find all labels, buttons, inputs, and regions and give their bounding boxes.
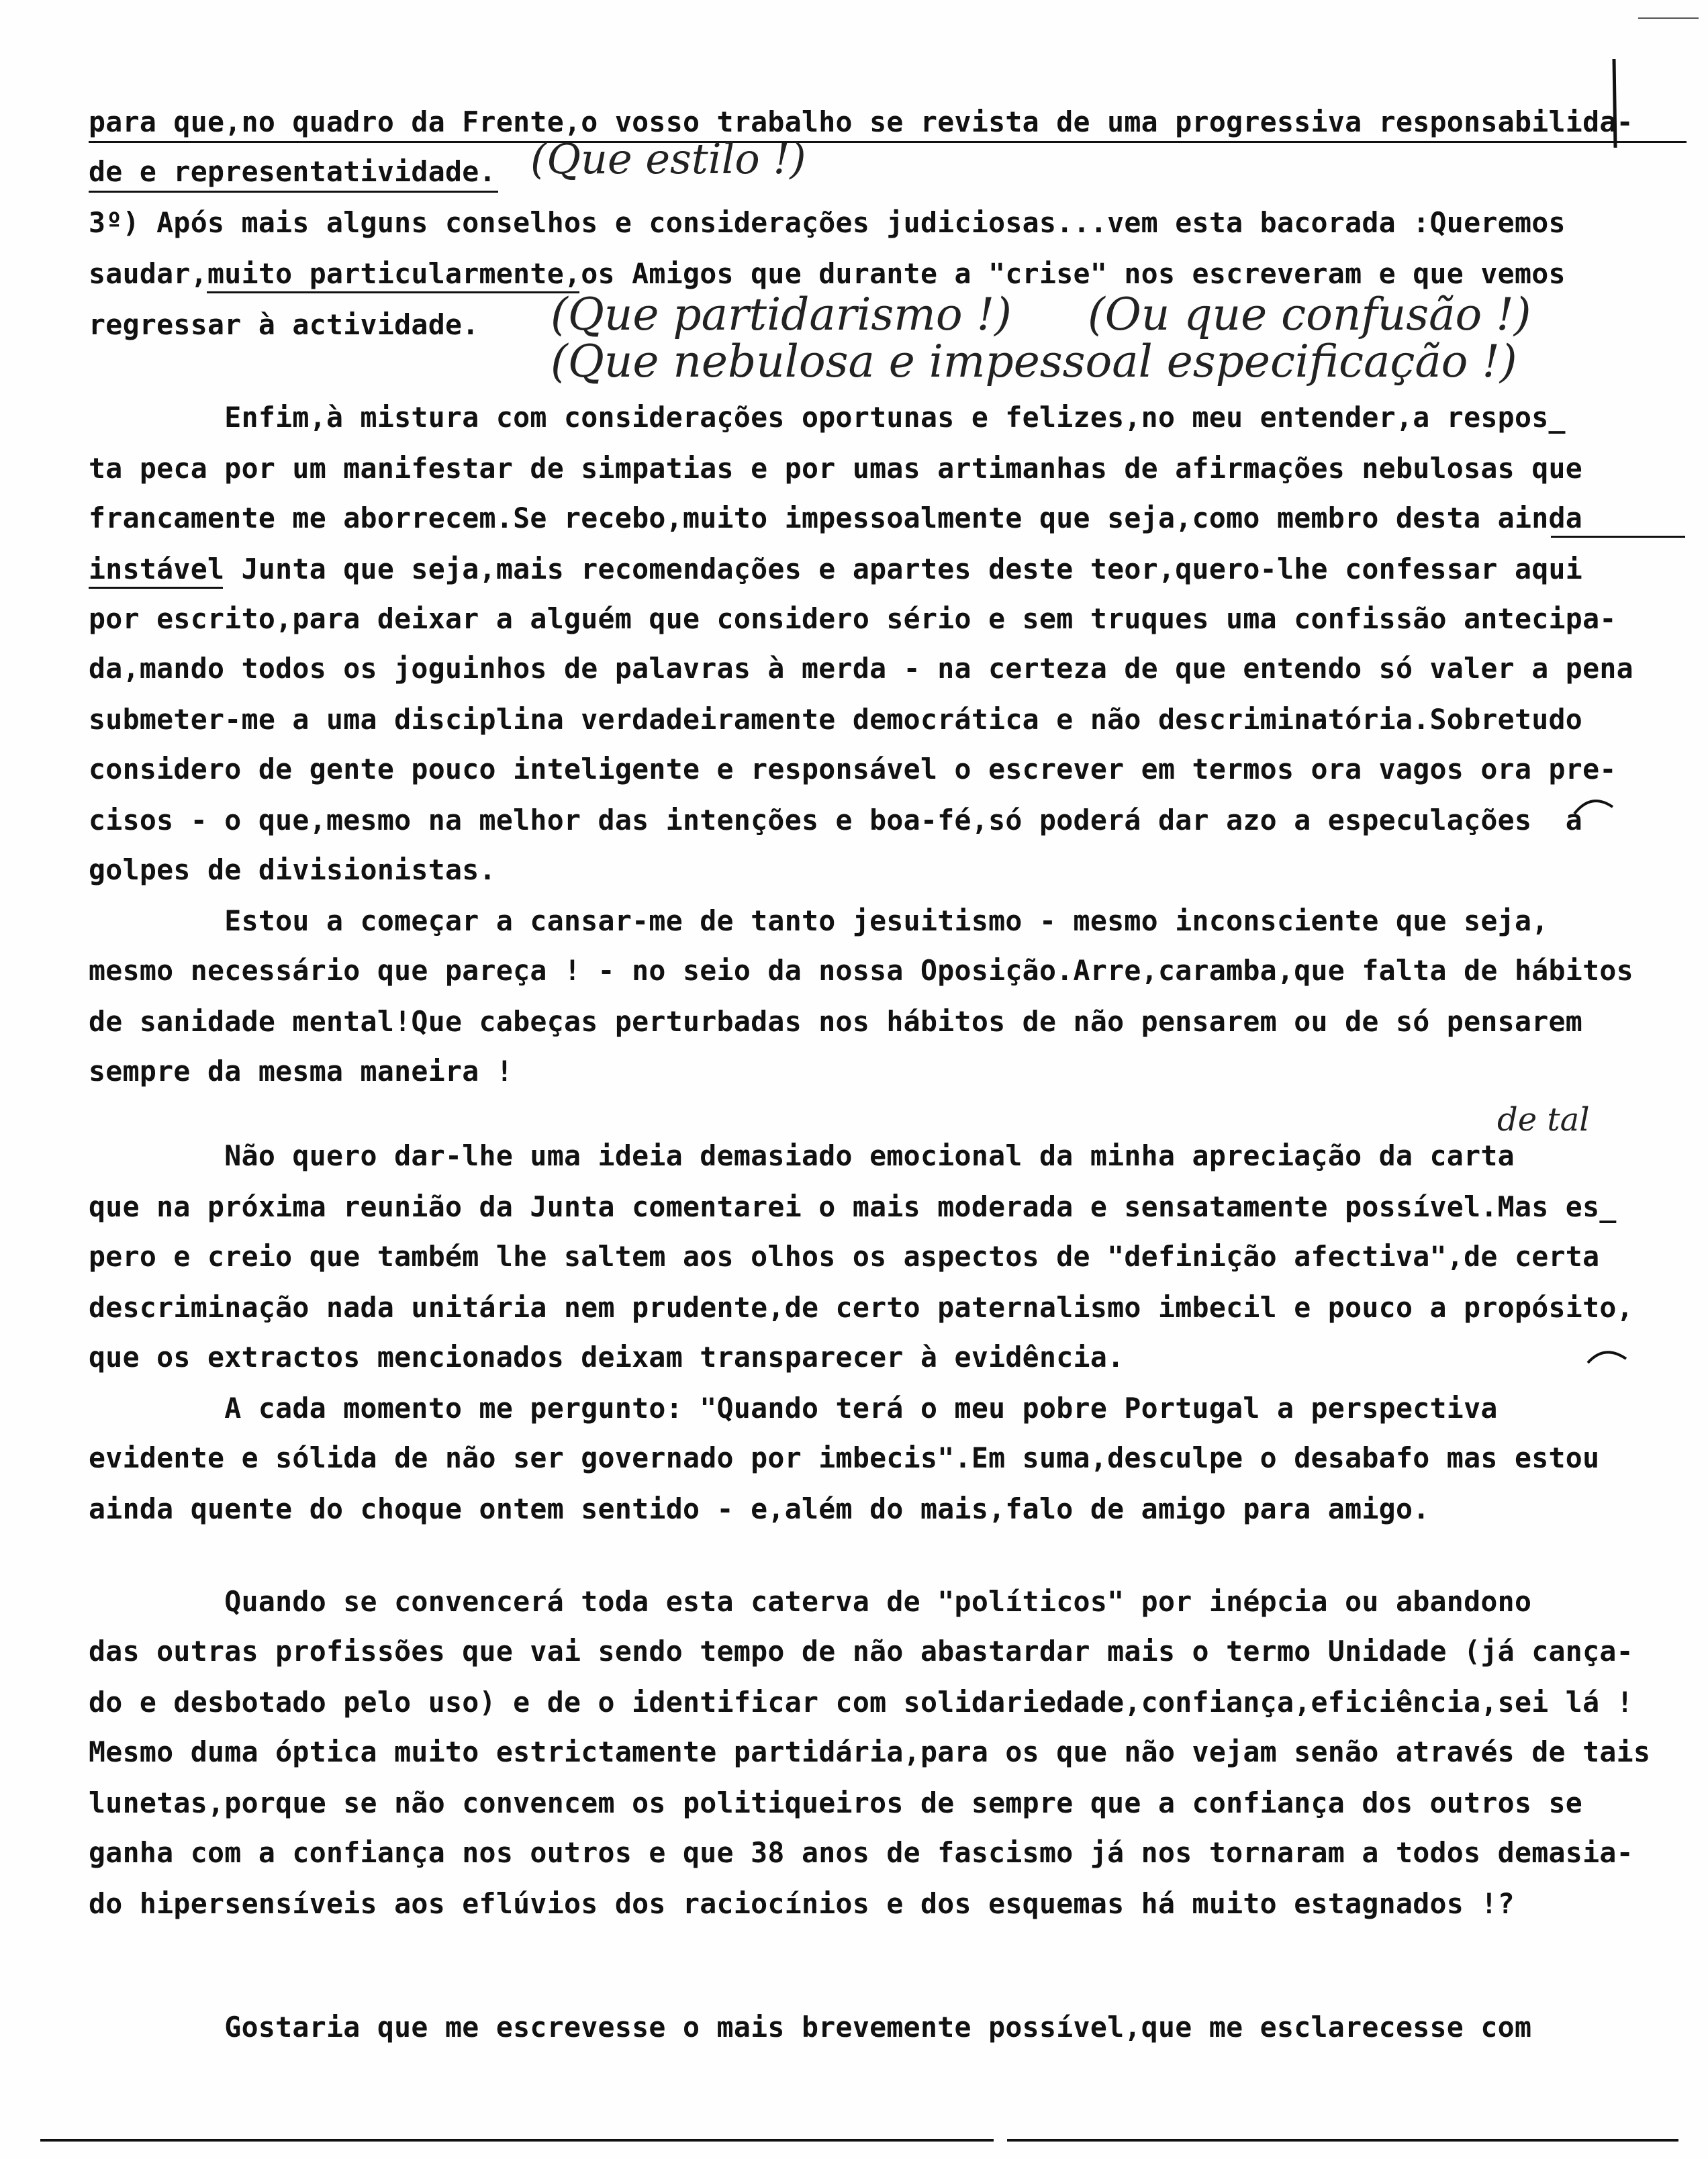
text-line: por escrito,para deixar a alguém que considero sério e sem truques uma confissão antecipa- (89, 602, 1617, 635)
handwritten-annotation: (Ou que confusão !) (1088, 289, 1531, 340)
text-line: de sanidade mental!Que cabeças perturbadas nos hábitos de não pensarem ou de só pensarem (89, 1005, 1583, 1038)
pen-mark (1571, 792, 1618, 819)
text-line: 3º) Após mais alguns conselhos e considerações judiciosas...vem esta bacorada :Queremos (89, 206, 1566, 239)
text-line: pero e creio que também lhe saltem aos olhos os aspectos de "definição afectiva",de certa (89, 1240, 1600, 1273)
text-line: lunetas,porque se não convencem os politiqueiros de sempre que a confiança dos outros se (89, 1786, 1583, 1819)
text-line: das outras profissões que vai sendo tempo de não abastardar mais o termo Unidade (já cança- (89, 1635, 1633, 1668)
text-line: sempre da mesma maneira ! (89, 1055, 514, 1088)
bottom-rule (1007, 2139, 1678, 2142)
top-corner-mark (1638, 17, 1699, 19)
text-line: do hipersensíveis aos eflúvios dos raciocínios e dos esquemas há muito estagnados !? (89, 1887, 1515, 1920)
text-line: considero de gente pouco inteligente e responsável o escrever em termos ora vagos ora pre- (89, 753, 1617, 785)
text-line: Estou a começar a cansar-me de tanto jesuitismo - mesmo inconsciente que seja, (89, 904, 1549, 937)
text-line: ganha com a confiança nos outros e que 38 anos de fascismo já nos tornaram a todos demasia- (89, 1836, 1633, 1869)
text-line: A cada momento me pergunto: "Quando terá o meu pobre Portugal a perspectiva (89, 1392, 1498, 1425)
bottom-rule (40, 2139, 994, 2142)
text-line: regressar à actividade. (89, 308, 479, 341)
text-line: saudar,muito particularmente,os Amigos que durante a "crise" nos escreveram e que vemos (89, 257, 1566, 290)
text-line: mesmo necessário que pareça ! - no seio da nossa Oposição.Arre,caramba,que falta de hábitos (89, 954, 1633, 987)
pen-mark (1605, 54, 1625, 154)
underline-rule (89, 191, 498, 193)
underline-rule (89, 587, 223, 589)
text-line: que na próxima reunião da Junta comentarei o mais moderada e sensatamente possível.Mas es_ (89, 1190, 1617, 1223)
text-line: descriminação nada unitária nem prudente,de certo paternalismo imbecil e pouco a propósito, (89, 1291, 1633, 1324)
text-line: golpes de divisionistas. (89, 853, 496, 886)
text-line: evidente e sólida de não ser governado por imbecis".Em suma,desculpe o desabafo mas estou (89, 1441, 1600, 1474)
underline-rule (207, 291, 579, 293)
text-line: da,mando todos os joguinhos de palavras à merda - na certeza de que entendo só valer a pena (89, 652, 1633, 685)
text-line: de e representatividade. (89, 155, 496, 188)
text-line: que os extractos mencionados deixam transparecer à evidência. (89, 1341, 1125, 1374)
text-line: francamente me aborrecem.Se recebo,muito impessoalmente que seja,como membro desta ainda (89, 501, 1583, 534)
text-line: submeter-me a uma disciplina verdadeiramente democrática e não descriminatória.Sobretudo (89, 703, 1583, 736)
underline-rule (1551, 536, 1685, 538)
text-line: instável Junta que seja,mais recomendações e apartes deste teor,quero-lhe confessar aqui (89, 553, 1583, 585)
pen-mark (1584, 1343, 1631, 1370)
text-line: ainda quente do choque ontem sentido - e,além do mais,falo de amigo para amigo. (89, 1492, 1430, 1525)
underline-rule (89, 141, 1687, 143)
text-line: para que,no quadro da Frente,o vosso trabalho se revista de uma progressiva responsabilida- (89, 105, 1633, 138)
text-line: Gostaria que me escrevesse o mais brevemente possível,que me esclarecesse com (89, 2011, 1532, 2044)
text-line: cisos - o que,mesmo na melhor das intenções e boa-fé,só poderá dar azo a especulações a (89, 804, 1583, 836)
text-line: ta peca por um manifestar de simpatias e por umas artimanhas de afirmações nebulosas que (89, 452, 1583, 485)
text-line: Quando se convencerá toda esta caterva de "políticos" por inépcia ou abandono (89, 1585, 1532, 1618)
text-line: do e desbotado pelo uso) e de o identificar com solidariedade,confiança,eficiência,sei lá ! (89, 1686, 1633, 1719)
handwritten-annotation: (Que partidarismo !) (551, 289, 1012, 340)
text-line: Mesmo duma óptica muito estrictamente partidária,para os que não vejam senão através de tais (89, 1735, 1651, 1768)
text-line: Enfim,à mistura com considerações oportunas e felizes,no meu entender,a respos_ (89, 401, 1566, 434)
handwritten-annotation: de tal (1497, 1101, 1590, 1139)
handwritten-annotation: (Que estilo !) (530, 134, 806, 183)
text-line: Não quero dar-lhe uma ideia demasiado emocional da minha apreciação da carta (89, 1139, 1515, 1172)
handwritten-annotation: (Que nebulosa e impessoal especificação !) (551, 336, 1517, 387)
